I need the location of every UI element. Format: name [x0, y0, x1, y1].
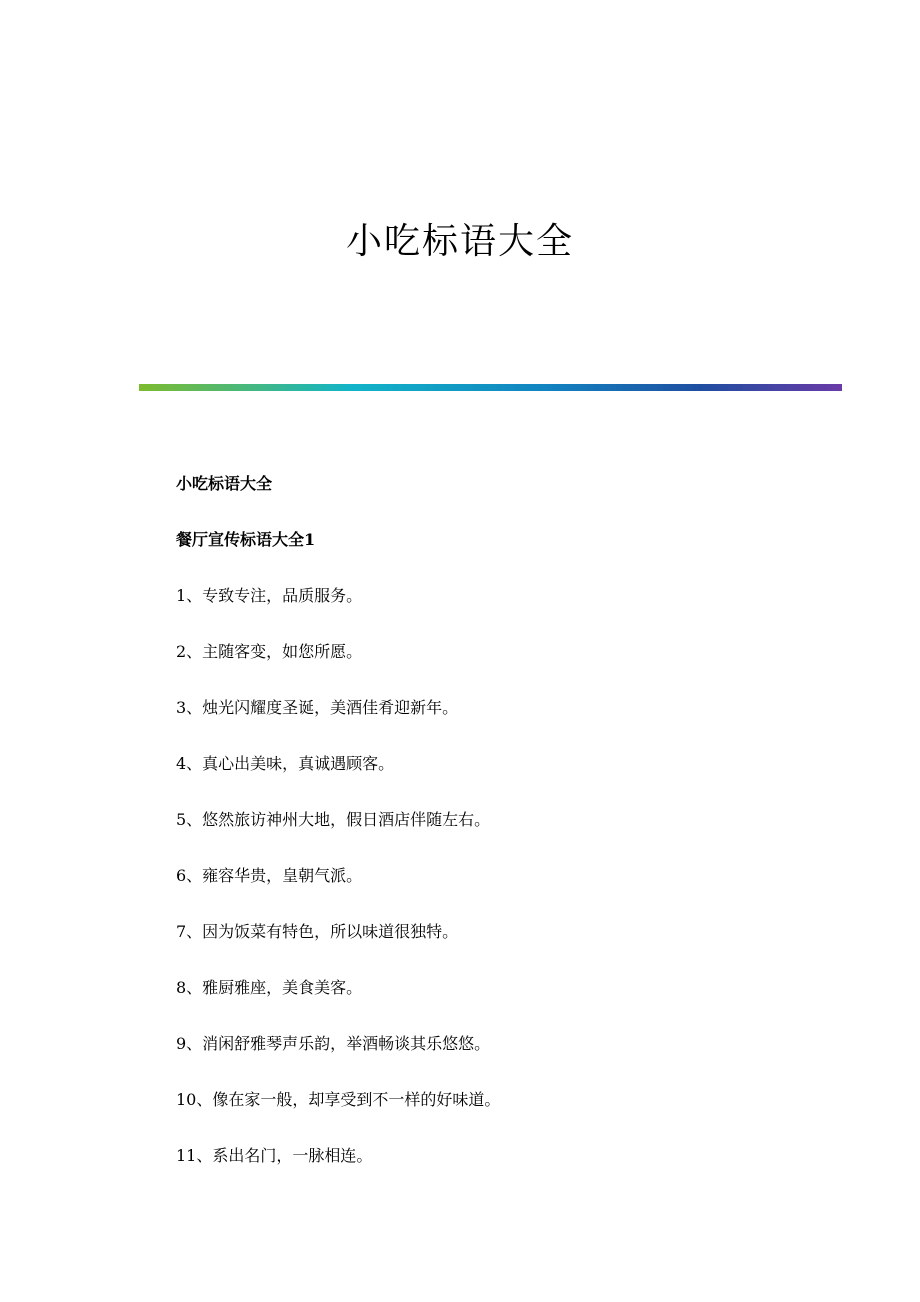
list-item: 6、雍容华贵，皇朝气派。 [176, 866, 363, 885]
document-title: 小吃标语大全 [345, 221, 574, 262]
list-item: 10、像在家一般，却享受到不一样的好味道。 [176, 1090, 501, 1109]
list-item: 9、消闲舒雅琴声乐韵，举酒畅谈其乐悠悠。 [176, 1034, 491, 1053]
subtitle: 小吃标语大全 [176, 474, 273, 493]
list-item: 5、悠然旅访神州大地，假日酒店伴随左右。 [176, 810, 491, 829]
document-body [176, 470, 876, 1198]
list-item: 4、真心出美味，真诚遇顾客。 [176, 754, 395, 773]
gradient-divider [139, 384, 842, 391]
list-item: 1、专致专注，品质服务。 [176, 586, 363, 605]
list-item: 2、主随客变，如您所愿。 [176, 642, 363, 661]
section-heading: 餐厅宣传标语大全1 [176, 530, 316, 549]
list-item: 11、系出名门，一脉相连。 [176, 1146, 373, 1165]
list-item: 7、因为饭菜有特色，所以味道很独特。 [176, 922, 459, 941]
list-item: 8、雅厨雅座，美食美客。 [176, 978, 363, 997]
list-item: 3、烛光闪耀度圣诞，美酒佳肴迎新年。 [176, 698, 459, 717]
